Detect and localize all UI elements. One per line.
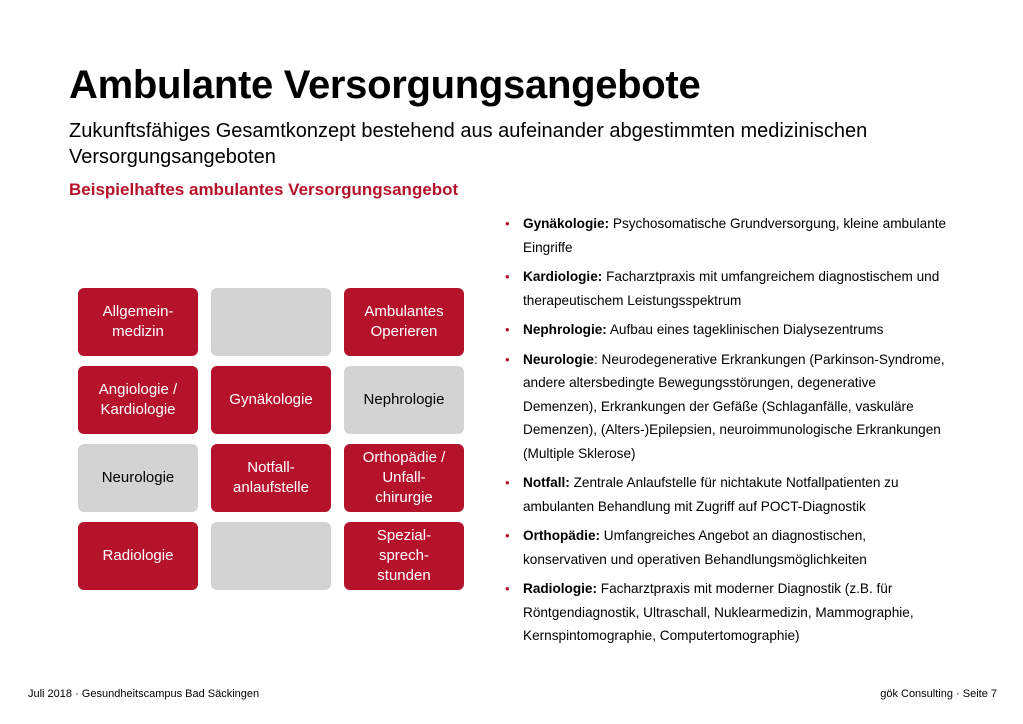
page-subtitle: Zukunftsfähiges Gesamtkonzept bestehend aus aufeinander abgestimmten medizinischen Versorgungsangeboten: [69, 120, 868, 168]
specialty-list: [505, 212, 950, 654]
tile-gynaekologie: [211, 366, 331, 434]
section-title: Beispielhaftes ambulantes Versorgungsangebot: [69, 180, 459, 199]
tile-empty-2: [211, 522, 331, 590]
tile-label: Spezial- sprech- stunden: [376, 527, 432, 584]
list-item-term: Gynäkologie:: [523, 216, 610, 231]
list-item: [505, 471, 950, 518]
tile-label: Allgemein- medizin: [102, 303, 174, 340]
bullet-icon: •: [505, 475, 510, 490]
list-item-term: Kardiologie:: [523, 269, 603, 284]
tile-angiologie-kardiologie: [78, 366, 198, 434]
list-item-term: Orthopädie:: [523, 528, 601, 543]
list-item: [505, 348, 950, 466]
list-item-text: Zentrale Anlaufstelle für nichtakute Notfallpatienten zu ambulanten Behandlung mit Zugriff auf POCT-Diagnostik: [523, 475, 899, 514]
tile-label: Notfall- anlaufstelle: [233, 459, 309, 496]
tile-label: Nephrologie: [363, 391, 445, 408]
list-item: [505, 212, 950, 259]
list-item-text: : Neurodegenerative Erkrankungen (Parkinson-Syndrome, andere altersbedingte Bewegungsstörungen, degenerative Demenzen), Erkrankungen der Gefäße (Schlaganfälle, vaskuläre Demenzen), (Alters-)Epilepsien, neuroimmunologische Erkrankungen (Multiple Sklerose): [523, 351, 945, 461]
tile-neurologie: [78, 444, 198, 512]
list-item-text: Facharztpraxis mit moderner Diagnostik (z.B. für Röntgendiagnostik, Ultraschall, Nuklearmedizin, Mammographie, Kernspintomographie, Computertomographie): [523, 581, 914, 643]
list-item-text: Umfangreiches Angebot an diagnostischen, konservativen und operativen Behandlungsmöglichkeiten: [523, 528, 867, 567]
footer-left: Juli 2018 · Gesundheitscampus Bad Säckingen: [28, 688, 260, 700]
list-item-term: Neurologie: [523, 351, 594, 367]
tile-ambulantes-operieren: [344, 288, 464, 356]
tile-label: Ambulantes Operieren: [364, 303, 444, 340]
tile-nephrologie: [344, 366, 464, 434]
list-item-text: Psychosomatische Grundversorgung, kleine ambulante Eingriffe: [523, 216, 947, 255]
tile-label: Radiologie: [102, 547, 174, 564]
list-item: [505, 524, 950, 571]
footer-right: gök Consulting · Seite 7: [880, 688, 997, 700]
list-item: [505, 318, 950, 342]
list-item: [505, 577, 950, 648]
tile-label: Neurologie: [101, 469, 175, 486]
tile-notfall: [211, 444, 331, 512]
tile-label: Orthopädie / Unfall- chirurgie: [362, 449, 446, 506]
list-item-term: Radiologie:: [523, 581, 598, 596]
tile-radiologie: [78, 522, 198, 590]
list-item-text: Facharztpraxis mit umfangreichem diagnostischem und therapeutischem Leistungsspektrum: [523, 269, 940, 308]
bullet-icon: •: [505, 351, 510, 367]
tile-empty-1: [211, 288, 331, 356]
list-item-term: Nephrologie:: [523, 322, 607, 337]
list-item-term: Notfall:: [523, 475, 570, 490]
bullet-icon: •: [505, 322, 510, 337]
tile-label: Angiologie / Kardiologie: [98, 381, 178, 418]
tile-allgemeinmedizin: [78, 288, 198, 356]
list-item: [505, 265, 950, 312]
bullet-icon: •: [505, 581, 510, 596]
bullet-icon: •: [505, 216, 510, 231]
bullet-icon: •: [505, 528, 510, 543]
bullet-icon: •: [505, 269, 510, 284]
list-item-text: Aufbau eines tageklinischen Dialysezentrums: [606, 322, 884, 337]
page-title: Ambulante Versorgungsangebote: [69, 63, 701, 107]
tile-orthopaedie: [344, 444, 464, 512]
tile-spezialsprechstunden: [344, 522, 464, 590]
tile-label: Gynäkologie: [229, 391, 313, 408]
